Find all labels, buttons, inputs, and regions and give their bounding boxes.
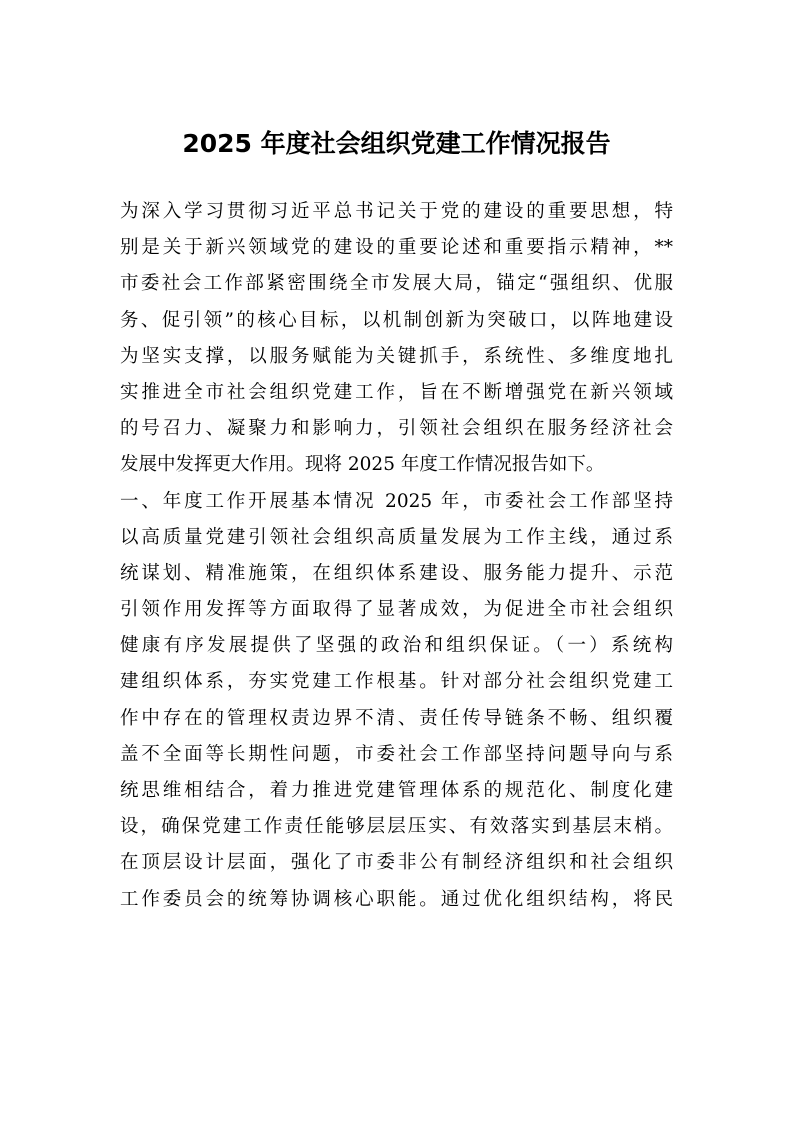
body-text-line: 建组织体系，夯实党建工作根基。针对部分社会组织党建工 <box>120 671 673 693</box>
body-text-line: 健康有序发展提供了坚强的政治和组织保证。（一）系统构 <box>120 635 673 657</box>
body-text-line: 以高质量党建引领社会组织高质量发展为工作主线，通过系 <box>120 526 673 548</box>
body-text-line: 统谋划、精准施策，在组织体系建设、服务能力提升、示范 <box>120 562 673 584</box>
body-text-line: 的号召力、凝聚力和影响力，引领社会组织在服务经济社会 <box>120 418 673 440</box>
body-text-line: 在顶层设计层面，强化了市委非公有制经济组织和社会组织 <box>120 852 673 874</box>
body-text-line: 作中存在的管理权责边界不清、责任传导链条不畅、组织覆 <box>120 707 673 729</box>
body-text-line: 引领作用发挥等方面取得了显著成效，为促进全市社会组织 <box>120 599 673 621</box>
body-text-line: 市委社会工作部紧密围绕全市发展大局，锚定“强组织、优服 <box>120 273 673 295</box>
body-text-line: 发展中发挥更大作用。现将 2025 年度工作情况报告如下。 <box>120 454 605 476</box>
body-text-line: 工作委员会的统筹协调核心职能。通过优化组织结构，将民 <box>120 888 673 910</box>
body-text-line: 盖不全面等长期性问题，市委社会工作部坚持问题导向与系 <box>120 743 673 765</box>
body-text-line: 统思维相结合，着力推进党建管理体系的规范化、制度化建 <box>120 780 673 801</box>
body-text-line: 一、年度工作开展基本情况 2025 年，市委社会工作部坚持 <box>120 490 673 512</box>
body-text-line: 务、促引领”的核心目标，以机制创新为突破口，以阵地建设 <box>120 309 673 331</box>
document-title: 2025 年度社会组织党建工作情况报告 <box>182 129 611 158</box>
document-body <box>120 194 673 918</box>
body-text-line: 设，确保党建工作责任能够层层压实、有效落实到基层末梢。 <box>120 816 673 838</box>
body-text-line: 实推进全市社会组织党建工作，旨在不断增强党在新兴领域 <box>120 381 673 403</box>
body-text-line: 别是关于新兴领域党的建设的重要论述和重要指示精神，** <box>120 237 673 259</box>
body-text-line: 为深入学习贯彻习近平总书记关于党的建设的重要思想，特 <box>120 201 673 222</box>
body-text-line: 为坚实支撑，以服务赋能为关键抓手，系统性、多维度地扎 <box>120 345 673 367</box>
